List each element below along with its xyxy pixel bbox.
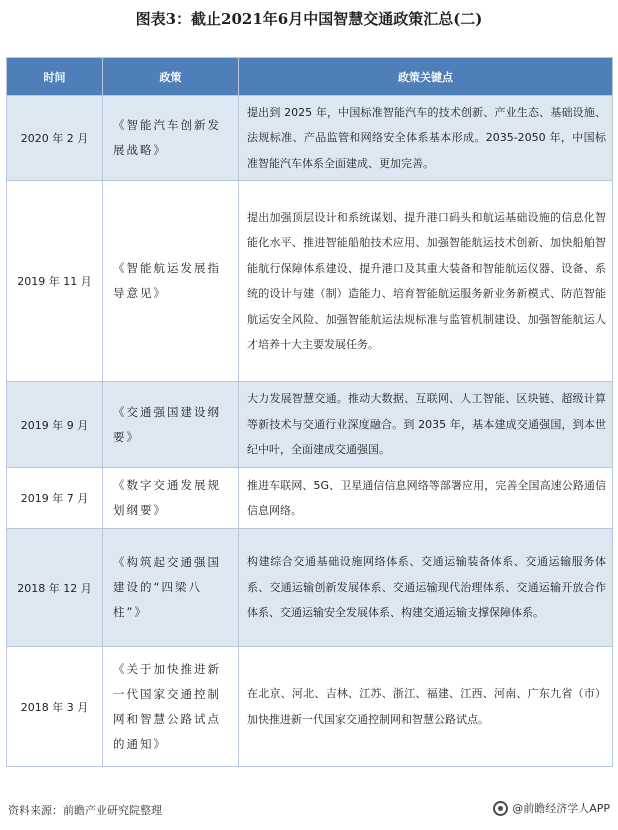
header-key-points: 政策关键点 <box>239 58 613 96</box>
table-header-row <box>7 58 613 96</box>
brand-logo-icon <box>493 801 508 816</box>
row-key-points: 提出到 2025 年，中国标准智能汽车的技术创新、产业生态、基础设施、法规标准、产品监管和网络安全体系基本形成。2035-2050 年，中国标准智能汽车体系全面建成、更加完善。 <box>239 96 613 181</box>
row-time: 2019 年 9 月 <box>7 382 103 468</box>
table-row <box>7 382 613 468</box>
brand-label: @前瞻经济学人APP <box>512 802 610 815</box>
brand-credit <box>493 800 610 816</box>
header-time: 时间 <box>7 58 103 96</box>
source-note: 资料来源：前瞻产业研究院整理 <box>8 804 162 817</box>
row-key-points: 在北京、河北、吉林、江苏、浙江、福建、江西、河南、广东九省（市）加快推进新一代国家交通控制网和智慧公路试点。 <box>239 647 613 767</box>
row-time: 2018 年 12 月 <box>7 529 103 647</box>
row-time: 2020 年 2 月 <box>7 96 103 181</box>
policy-table <box>6 57 613 767</box>
row-policy: 《关于加快推进新一代国家交通控制网和智慧公路试点的通知》 <box>103 647 239 767</box>
row-key-points: 推进车联网、5G、卫星通信信息网络等部署应用，完善全国高速公路通信信息网络。 <box>239 468 613 529</box>
row-time: 2019 年 11 月 <box>7 181 103 382</box>
table-row <box>7 647 613 767</box>
table-row <box>7 96 613 181</box>
header-policy: 政策 <box>103 58 239 96</box>
table-row <box>7 468 613 529</box>
row-key-points: 提出加强顶层设计和系统谋划、提升港口码头和航运基础设施的信息化智能化水平、推进智能船舶技术应用、加强智能航运技术创新、加快船舶智能航行保障体系建设、提升港口及其重大装备和智能航运仪器、设备、系统的设计与建（制）造能力、培育智能航运服务新业务新模式、防范智能航运安全风险、加强智能航运法规标准与监管机制建设、加强智能航运人才培养十大主要发展任务。 <box>239 181 613 382</box>
table-row <box>7 529 613 647</box>
row-policy: 《构筑起交通强国建设的“四梁八柱”》 <box>103 529 239 647</box>
row-policy: 《数字交通发展规划纲要》 <box>103 468 239 529</box>
row-key-points: 构建综合交通基础设施网络体系、交通运输装备体系、交通运输服务体系、交通运输创新发展体系、交通运输现代治理体系、交通运输开放合作体系、交通运输安全发展体系、构建交通运输支撑保障体系。 <box>239 529 613 647</box>
row-time: 2018 年 3 月 <box>7 647 103 767</box>
row-policy: 《智能航运发展指导意见》 <box>103 181 239 382</box>
row-policy: 《交通强国建设纲要》 <box>103 382 239 468</box>
row-time: 2019 年 7 月 <box>7 468 103 529</box>
table-row <box>7 181 613 382</box>
row-policy: 《智能汽车创新发展战略》 <box>103 96 239 181</box>
chart-title: 图表3：截止2021年6月中国智慧交通政策汇总(二) <box>135 10 483 28</box>
row-key-points: 大力发展智慧交通。推动大数据、互联网、人工智能、区块链、超级计算等新技术与交通行业深度融合。到 2035 年，基本建成交通强国，到本世纪中叶，全面建成交通强国。 <box>239 382 613 468</box>
